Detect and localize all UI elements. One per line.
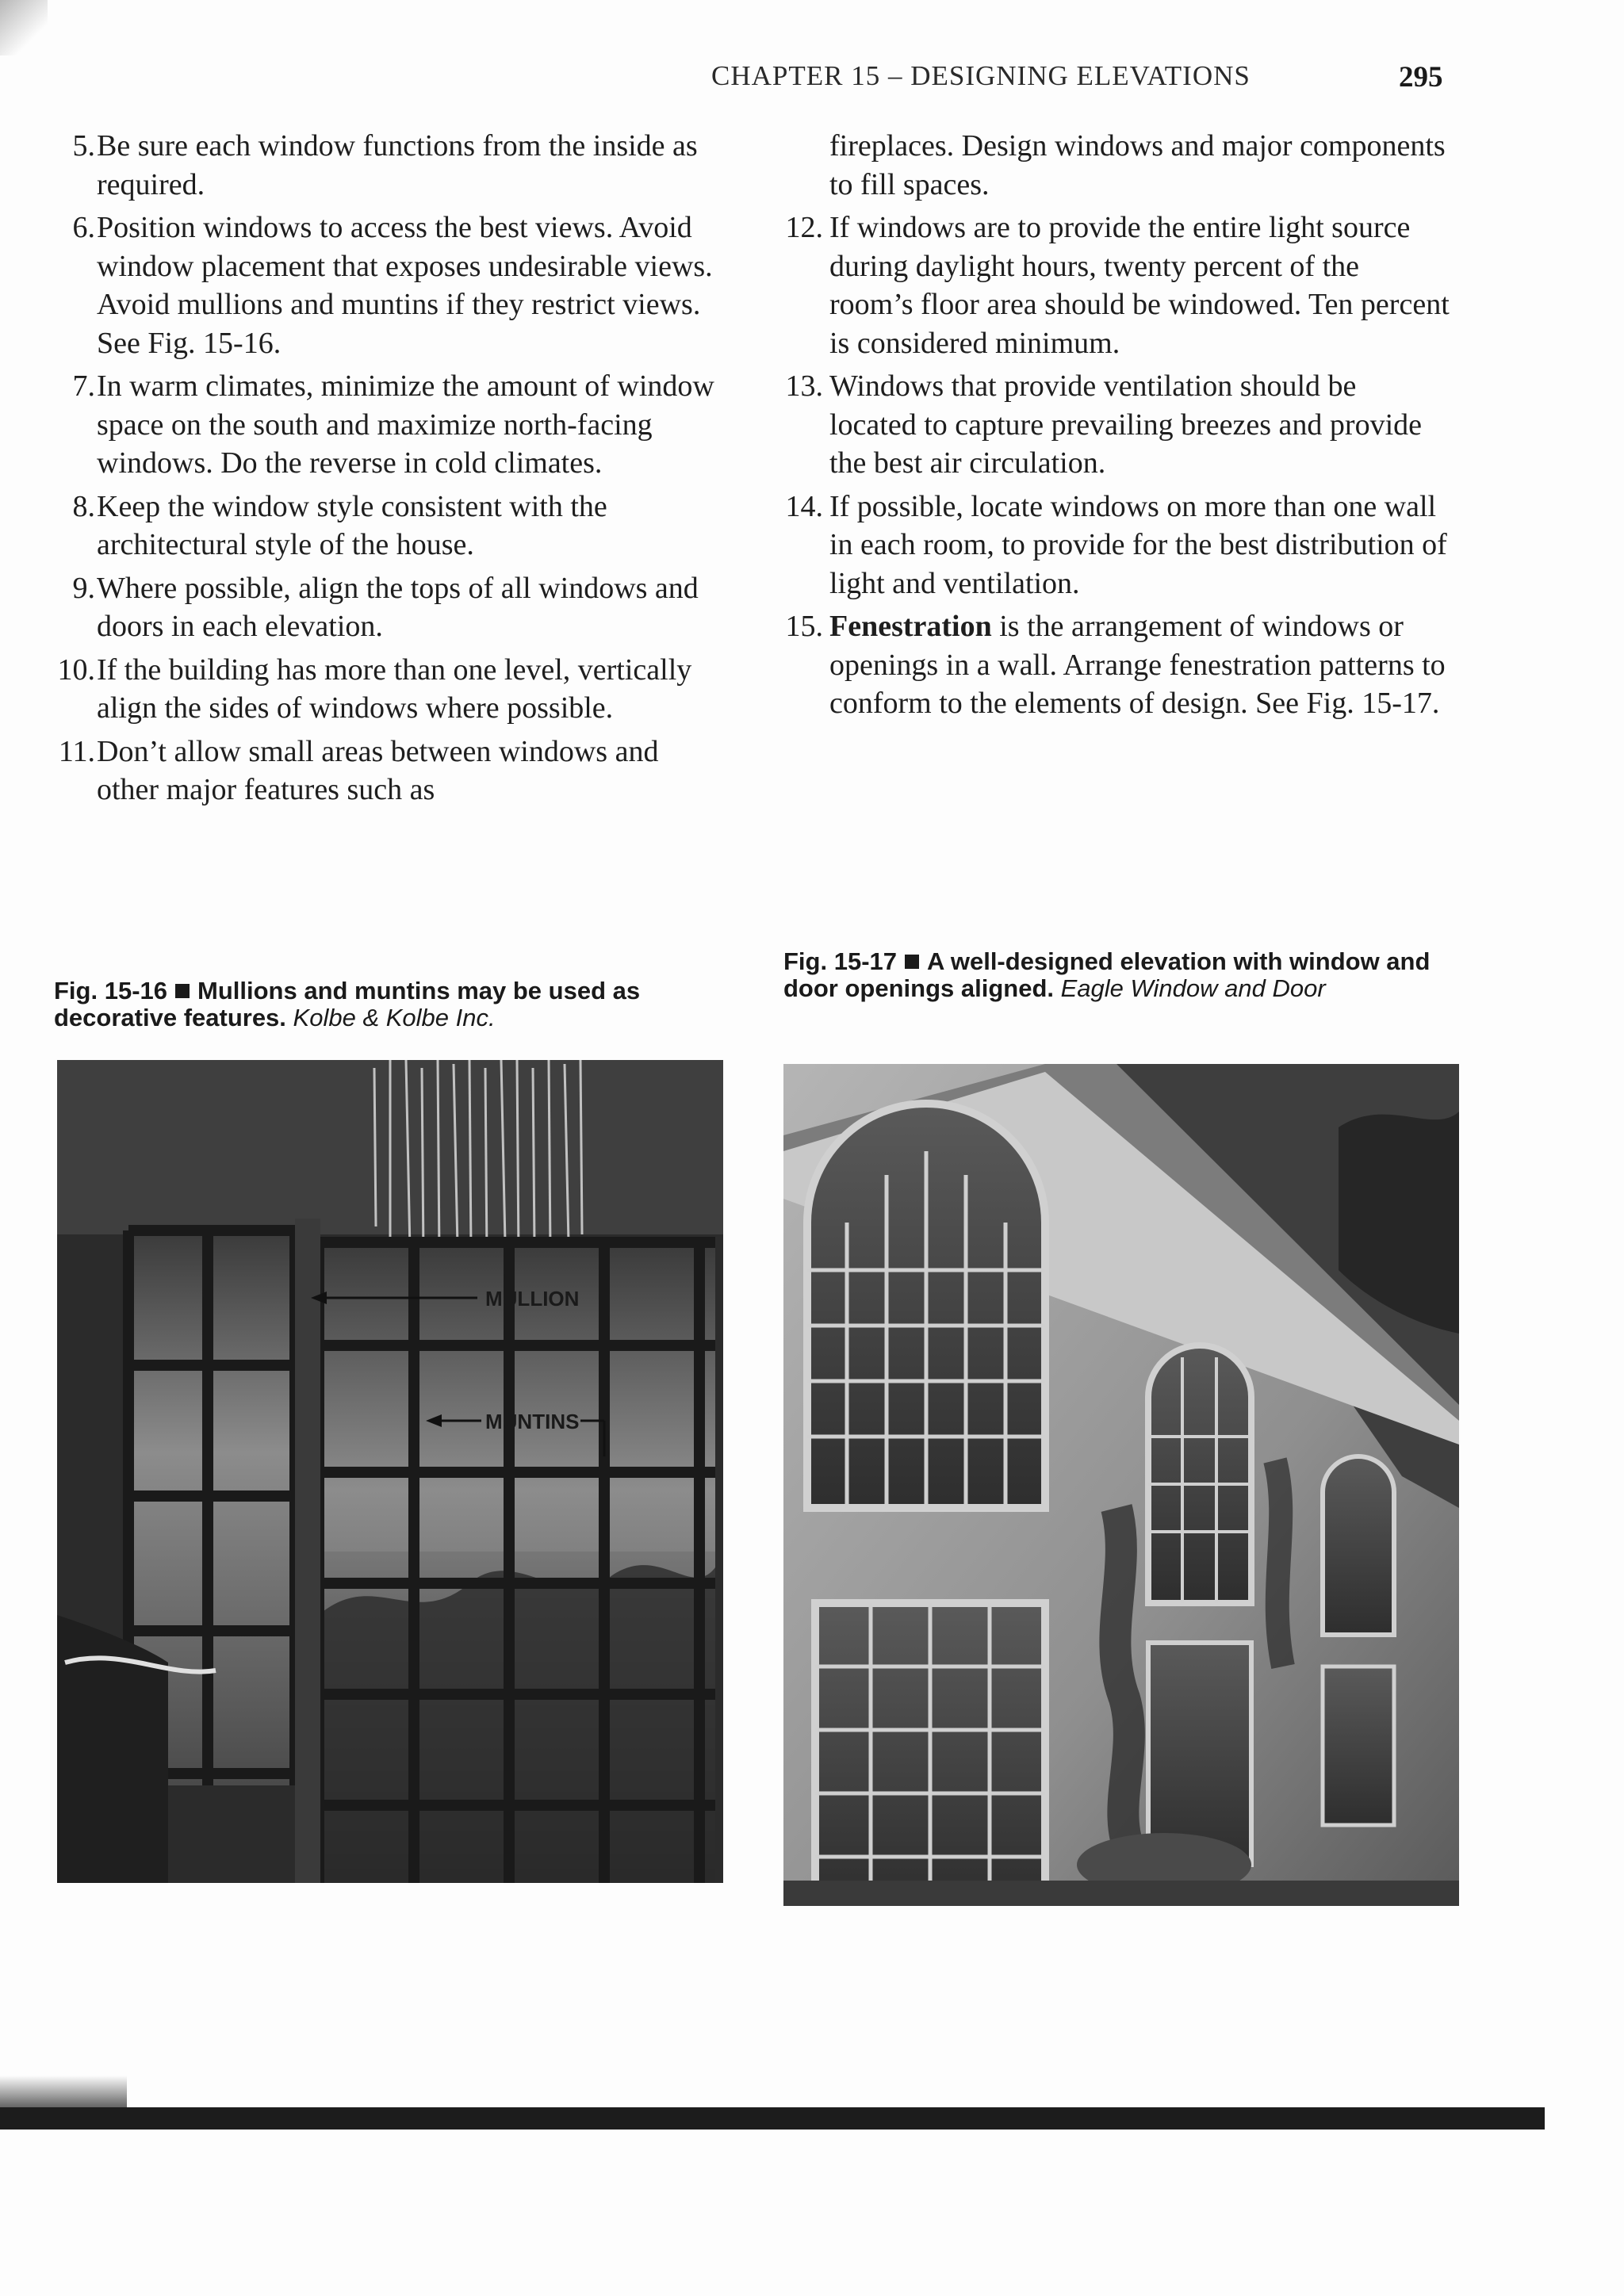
list-item [54,127,728,204]
muntins-label: MUNTINS [485,1410,580,1433]
list-item [54,367,728,483]
figure-caption [783,948,1450,1002]
list-item [54,733,728,809]
exterior-elevation-image [783,1064,1459,1906]
running-header: CHAPTER 15 – DESIGNING ELEVATIONS [711,60,1251,91]
interior-window-image [57,1060,723,1883]
mullion-label: MULLION [485,1287,580,1311]
square-bullet-icon [175,984,190,998]
glossary-term: Fenestration [829,610,992,643]
item-number: 9. [72,571,95,605]
item-number: 5. [72,129,95,163]
item-text: Windows that provide ventilation should be located to capture prevailing breezes and provide the best air circulation. [829,369,1422,480]
photo-credit: Kolbe & Kolbe Inc. [293,1004,496,1031]
item-number: 7. [72,369,95,403]
item-number: 14. [785,489,823,523]
list-item [776,209,1450,362]
item-text: If possible, locate windows on more than one wall in each room, to provide for the best distribution of light and ventilation. [829,489,1447,600]
right-column [776,127,1450,728]
item-text: Don’t allow small areas between windows and other major features such as [97,734,659,806]
figure-label: Fig. 15-17 [783,947,897,975]
item-number: 12. [785,211,823,244]
list-item [54,209,728,362]
page-number: 295 [1399,61,1443,94]
item-number: 8. [72,489,95,523]
caption-text: A well-designed elevation with window and door openings aligned. [783,947,1431,1002]
item-text: If the building has more than one level, vertically align the sides of windows where possible. [97,652,692,725]
footer-rule [0,2107,1545,2130]
photo-credit: Eagle Window and Door [1060,974,1326,1002]
item-text: Keep the window style consistent with the architectural style of the house. [97,489,607,561]
scan-corner-shadow [0,0,48,55]
figure-caption [54,978,728,1031]
item-number: 13. [785,369,823,403]
figure-label: Fig. 15-16 [54,977,167,1004]
elevation-photo [783,1064,1459,1906]
mullion-post [295,1219,320,1883]
list-item [54,488,728,564]
continued-text: fireplaces. Design windows and major components to fill spaces. [829,129,1446,201]
list-item [776,367,1450,483]
item-text: In warm climates, minimize the amount of window space on the south and maximize north-facing windows. Do the reverse in cold climates. [97,369,714,480]
list-item [54,569,728,646]
list-item [776,488,1450,603]
item-text: Where possible, align the tops of all windows and doors in each elevation. [97,571,699,643]
item-text: Be sure each window functions from the inside as required. [97,129,698,201]
item-number: 15. [785,610,823,643]
item-number: 6. [72,211,95,244]
list-item [776,607,1450,723]
list-item [54,651,728,728]
item-number: 10. [57,652,95,687]
mullions-muntins-photo [57,1060,723,1883]
item-text: If windows are to provide the entire light source during daylight hours, twenty percent of the room’s floor area should be windowed. Ten percent is considered minimum. [829,211,1450,360]
item-text: is the arrangement of windows or openings in a wall. Arrange fenestration patterns to conform to the elements of design. See Fig. 15-17. [829,610,1446,720]
item-number: 11. [58,734,95,768]
square-bullet-icon [905,955,919,969]
item-text: Position windows to access the best views. Avoid window placement that exposes undesirable views. Avoid mullions and muntins if they restrict views. See Fig. 15-16. [97,211,713,360]
left-column [54,127,728,814]
caption-text: Mullions and muntins may be used as decorative features. [54,977,641,1031]
